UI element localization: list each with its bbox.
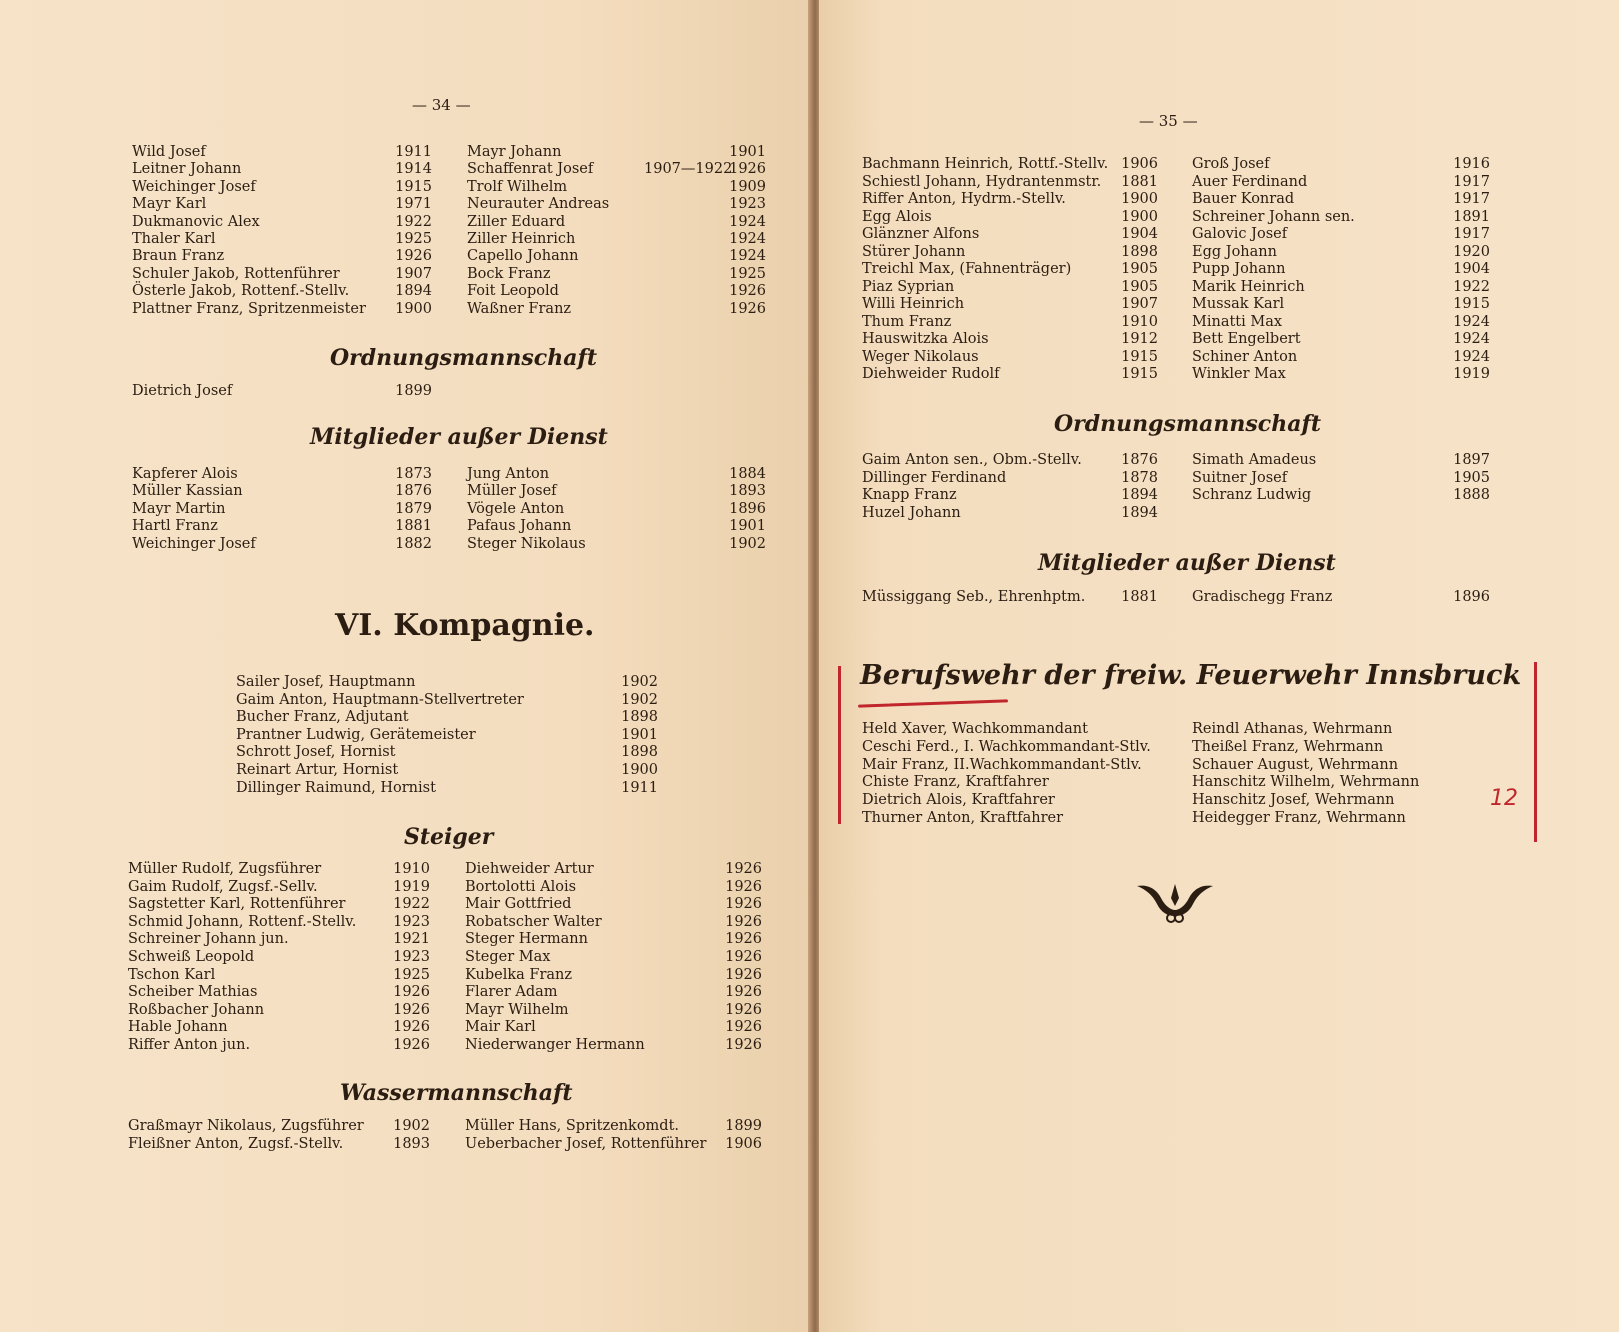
handwritten-number: 12 [1490, 786, 1518, 811]
entry-right-top-col2-year: 1922 [1453, 278, 1490, 295]
entry-right-ordnung-col1-name: Huzel Johann [862, 504, 961, 521]
entry-wasser-col2-year: 1906 [725, 1135, 762, 1152]
entry-steiger-col2-year: 1926 [725, 931, 762, 948]
entry-right-top-col1-year: 1898 [1121, 243, 1158, 260]
entry-right-top-col2-name: Schreiner Johann sen. [1192, 208, 1355, 225]
entry-right-ordnung-col1-name: Dillinger Ferdinand [862, 469, 1007, 486]
entry-steiger-col2-name: Flarer Adam [465, 984, 558, 1001]
entry-kompagnie-name: Reinart Artur, Hornist [236, 762, 399, 778]
entry-steiger-col1-name: Schmid Johann, Rottenf.-Stellv. [128, 913, 357, 930]
entry-beruf-col2-name: Reindl Athanas, Wehrmann [1192, 721, 1393, 737]
entry-steiger-col1-year: 1926 [393, 1019, 430, 1036]
entry-left-top-col1-year: 1926 [395, 248, 432, 265]
entry-right-top-col2-year: 1917 [1453, 226, 1490, 242]
entry-left-top-col2-year: 1926 [729, 161, 766, 178]
entry-right-ordnung-col2-year: 1897 [1453, 452, 1490, 468]
entry-right-top-col2-name: Marik Heinrich [1192, 278, 1305, 295]
entry-steiger-col2-name: Steger Max [465, 949, 551, 965]
entry-left-top-col2-range: 1907—1922 [644, 161, 733, 178]
entry-kompagnie-name: Bucher Franz, Adjutant [236, 709, 409, 726]
entry-right-top-col2-year: 1920 [1453, 243, 1490, 260]
entry-steiger-col2-name: Kubelka Franz [465, 966, 573, 983]
entry-wasser-col2-name: Müller Hans, Spritzenkomdt. [465, 1118, 680, 1134]
heading-ordnungsmannschaft-right: Ordnungsmannschaft [1054, 411, 1322, 437]
entry-right-ordnung-col2-year: 1905 [1453, 469, 1490, 486]
entry-kompagnie-year: 1900 [621, 762, 658, 778]
entry-left-top-col2-name: Schaffenrat Josef [467, 161, 594, 178]
entry-right-top-col2-name: Pupp Johann [1192, 261, 1286, 277]
entry-right-top-col2-year: 1917 [1453, 191, 1490, 207]
entry-steiger-col1-year: 1923 [393, 913, 430, 930]
entry-right-top-col1-name: Thum Franz [862, 313, 952, 330]
entry-right-top-col2-year: 1924 [1453, 348, 1490, 365]
entry-right-top-col2-name: Mussak Karl [1192, 296, 1285, 312]
entry-steiger-col1-year: 1919 [393, 878, 430, 895]
heading-wassermannschaft: Wassermannschaft [340, 1080, 573, 1106]
entry-right-ordnung-col1-name: Gaim Anton sen., Obm.-Stellv. [862, 452, 1082, 468]
entry-steiger-col2-name: Bortolotti Alois [465, 878, 577, 895]
entry-right-ordnung-col1-name: Knapp Franz [862, 487, 957, 503]
entry-right-ordnung-col1-year: 1878 [1121, 469, 1158, 486]
ornament-icon [1135, 880, 1215, 924]
entry-kompagnie-year: 1902 [621, 674, 658, 690]
entry-wasser-col2-year: 1899 [725, 1118, 762, 1134]
entry-steiger-col1-name: Gaim Rudolf, Zugsf.-Sellv. [128, 878, 318, 895]
entry-right-top-col1-year: 1906 [1121, 156, 1158, 172]
entry-kompagnie-name: Schrott Josef, Hornist [236, 744, 396, 761]
entry-left-top-col2-name: Bock Franz [467, 265, 551, 282]
entry-right-ordnung-col2-year: 1888 [1453, 487, 1490, 503]
entry-left-top-col2-name: Mayr Johann [467, 144, 562, 160]
entry-right-top-col1-year: 1900 [1121, 191, 1158, 207]
entry-left-top-col2-year: 1901 [729, 144, 766, 160]
entry-left-ausser-col1-year: 1881 [395, 518, 432, 535]
entry-steiger-col2-year: 1926 [725, 1037, 762, 1053]
entry-left-ausser-col1-name: Hartl Franz [132, 518, 218, 535]
entry-left-ausser-col1-year: 1879 [395, 500, 432, 517]
entry-right-top-col1-year: 1881 [1121, 173, 1158, 190]
entry-left-top-col1-year: 1911 [395, 144, 432, 160]
entry-wasser-col1-name: Fleißner Anton, Zugsf.-Stellv. [128, 1135, 344, 1152]
entry-kompagnie-year: 1902 [621, 691, 658, 708]
entry-left-top-col1-name: Weichinger Josef [132, 178, 256, 195]
entry-steiger-col2-name: Mair Karl [465, 1019, 536, 1036]
entry-kompagnie-name: Gaim Anton, Hauptmann-Stellvertreter [236, 691, 524, 708]
entry-left-top-col1-name: Dukmanovic Alex [132, 213, 260, 230]
entry-left-top-col2-year: 1926 [729, 283, 766, 300]
entry-right-top-col1-year: 1907 [1121, 296, 1158, 312]
entry-steiger-col1-name: Müller Rudolf, Zugsführer [128, 861, 322, 877]
entry-wasser-col2-name: Ueberbacher Josef, Rottenführer [465, 1135, 707, 1152]
entry-left-top-col1-year: 1894 [395, 283, 432, 300]
entry-left-ausser-col2-year: 1902 [729, 535, 766, 552]
entry-right-top-col2-year: 1916 [1453, 156, 1490, 172]
entry-left-ausser-col1-year: 1873 [395, 466, 432, 482]
entry-left-top-col2-name: Capello Johann [467, 248, 579, 265]
entry-steiger-col1-year: 1910 [393, 861, 430, 877]
entry-right-ausser-col1-year: 1881 [1121, 589, 1158, 605]
entry-left-top-col2-year: 1909 [729, 178, 766, 195]
entry-right-top-col1-name: Riffer Anton, Hydrm.-Stellv. [862, 191, 1066, 207]
entry-right-ordnung-col1-year: 1876 [1121, 452, 1158, 468]
entry-steiger-col2-name: Robatscher Walter [465, 913, 602, 930]
entry-left-top-col1-name: Plattner Franz, Spritzenmeister [132, 300, 366, 317]
entry-kompagnie-name: Sailer Josef, Hauptmann [236, 674, 416, 690]
entry-steiger-col2-year: 1926 [725, 878, 762, 895]
entry-right-ordnung-col1-year: 1894 [1121, 487, 1158, 503]
entry-steiger-col1-year: 1921 [393, 931, 430, 948]
entry-left-top-col1-year: 1914 [395, 161, 432, 178]
entry-left-top-col2-year: 1924 [729, 231, 766, 247]
entry-right-top-col2-name: Galovic Josef [1192, 226, 1288, 242]
entry-kompagnie-year: 1911 [621, 779, 658, 796]
entry-right-ausser-col1-name: Müssiggang Seb., Ehrenhptm. [862, 589, 1086, 605]
entry-steiger-col2-year: 1926 [725, 896, 762, 913]
entry-right-top-col1-year: 1910 [1121, 313, 1158, 330]
entry-left-top-col2-name: Ziller Eduard [467, 213, 566, 230]
entry-right-top-col1-year: 1905 [1121, 278, 1158, 295]
entry-left-ausser-col1-year: 1876 [395, 483, 432, 500]
entry-wasser-col1-year: 1893 [393, 1135, 430, 1152]
entry-right-top-col1-name: Willi Heinrich [862, 296, 965, 312]
entry-right-ausser-col2-year: 1896 [1453, 589, 1490, 605]
entry-right-top-col1-name: Weger Nikolaus [862, 348, 979, 365]
heading-berufswehr: Berufswehr der freiw. Feuerwehr Innsbruck [860, 660, 1522, 691]
entry-right-top-col2-name: Groß Josef [1192, 156, 1270, 172]
entry-steiger-col1-year: 1926 [393, 984, 430, 1001]
entry-steiger-col2-name: Diehweider Artur [465, 861, 594, 877]
entry-right-top-col2-year: 1924 [1453, 331, 1490, 347]
entry-steiger-col1-year: 1926 [393, 1037, 430, 1053]
entry-left-ausser-col1-name: Weichinger Josef [132, 535, 256, 552]
heading-steiger: Steiger [404, 824, 494, 850]
entry-wasser-col1-year: 1902 [393, 1118, 430, 1134]
entry-left-ausser-col2-name: Pafaus Johann [467, 518, 572, 535]
entry-right-top-col2-year: 1919 [1453, 366, 1490, 382]
entry-steiger-col1-name: Schreiner Johann jun. [128, 931, 289, 948]
entry-kompagnie-name: Dillinger Raimund, Hornist [236, 779, 436, 796]
entry-steiger-col1-year: 1923 [393, 949, 430, 965]
entry-right-ordnung-col2-name: Schranz Ludwig [1192, 487, 1312, 503]
entry-steiger-col1-year: 1925 [393, 966, 430, 983]
entry-left-top-col1-name: Österle Jakob, Rottenf.-Stellv. [132, 283, 350, 300]
entry-steiger-col2-year: 1926 [725, 861, 762, 877]
entry-steiger-col2-name: Niederwanger Hermann [465, 1037, 645, 1053]
entry-right-top-col2-name: Auer Ferdinand [1192, 173, 1308, 190]
entry-steiger-col1-name: Riffer Anton jun. [128, 1037, 251, 1053]
entry-steiger-col1-year: 1922 [393, 896, 430, 913]
entry-left-ausser-col2-year: 1884 [729, 466, 766, 482]
entry-steiger-col2-year: 1926 [725, 1001, 762, 1018]
entry-left-ordnung-year: 1899 [395, 383, 432, 399]
entry-left-ausser-col2-year: 1893 [729, 483, 766, 500]
entry-left-top-col2-name: Waßner Franz [467, 300, 572, 317]
entry-steiger-col1-name: Hable Johann [128, 1019, 228, 1036]
entry-left-ausser-col2-name: Steger Nikolaus [467, 535, 586, 552]
entry-steiger-col1-name: Roßbacher Johann [128, 1001, 265, 1018]
entry-left-ausser-col1-name: Kapferer Alois [132, 466, 238, 482]
entry-kompagnie-year: 1898 [621, 709, 658, 726]
entry-steiger-col2-year: 1926 [725, 913, 762, 930]
entry-right-top-col1-year: 1904 [1121, 226, 1158, 242]
entry-beruf-col2-name: Theißel Franz, Wehrmann [1192, 738, 1384, 755]
entry-right-ordnung-col2-name: Simath Amadeus [1192, 452, 1317, 468]
entry-steiger-col1-name: Tschon Karl [128, 966, 216, 983]
entry-beruf-col1-name: Ceschi Ferd., I. Wachkommandant-Stlv. [862, 738, 1151, 755]
entry-right-top-col2-year: 1891 [1453, 208, 1490, 225]
entry-steiger-col2-year: 1926 [725, 984, 762, 1001]
entry-left-top-col1-year: 1907 [395, 265, 432, 282]
entry-right-top-col1-name: Diehweider Rudolf [862, 366, 1000, 382]
red-pencil-right-bracket [1534, 662, 1537, 842]
entry-steiger-col1-name: Sagstetter Karl, Rottenführer [128, 896, 346, 913]
red-pencil-left-bracket [838, 666, 841, 824]
entry-left-ausser-col2-year: 1896 [729, 500, 766, 517]
entry-right-top-col1-name: Glänzner Alfons [862, 226, 980, 242]
entry-steiger-col2-name: Mayr Wilhelm [465, 1001, 569, 1018]
entry-left-top-col1-name: Wild Josef [132, 144, 206, 160]
entry-left-top-col1-year: 1971 [395, 196, 432, 213]
entry-beruf-col1-name: Mair Franz, II.Wachkommandant-Stlv. [862, 756, 1142, 773]
entry-left-ordnung-name: Dietrich Josef [132, 383, 233, 399]
entry-right-top-col2-year: 1924 [1453, 313, 1490, 330]
entry-right-top-col2-name: Egg Johann [1192, 243, 1277, 260]
entry-left-ausser-col2-name: Müller Josef [467, 483, 557, 500]
entry-steiger-col1-name: Schweiß Leopold [128, 949, 255, 965]
entry-beruf-col1-name: Held Xaver, Wachkommandant [862, 721, 1088, 737]
entry-right-top-col1-name: Bachmann Heinrich, Rottf.-Stellv. [862, 156, 1109, 172]
entry-right-ordnung-col1-year: 1894 [1121, 504, 1158, 521]
entry-steiger-col2-year: 1926 [725, 1019, 762, 1036]
entry-left-top-col2-year: 1925 [729, 265, 766, 282]
entry-steiger-col1-name: Scheiber Mathias [128, 984, 258, 1001]
entry-right-top-col2-name: Winkler Max [1192, 366, 1286, 382]
entry-left-top-col2-name: Trolf Wilhelm [467, 178, 568, 195]
entry-right-top-col1-name: Hauswitzka Alois [862, 331, 989, 347]
entry-left-top-col2-year: 1924 [729, 213, 766, 230]
entry-beruf-col2-name: Hanschitz Josef, Wehrmann [1192, 792, 1395, 809]
entry-steiger-col1-year: 1926 [393, 1001, 430, 1018]
entry-kompagnie-year: 1898 [621, 744, 658, 761]
entry-left-top-col2-name: Foit Leopold [467, 283, 559, 300]
entry-left-top-col1-year: 1922 [395, 213, 432, 230]
entry-beruf-col2-name: Hanschitz Wilhelm, Wehrmann [1192, 774, 1420, 791]
entry-beruf-col2-name: Heidegger Franz, Wehrmann [1192, 810, 1406, 826]
entry-right-top-col1-name: Stürer Johann [862, 243, 966, 260]
entry-right-ausser-col2-name: Gradischegg Franz [1192, 589, 1333, 605]
entry-right-top-col1-name: Piaz Syprian [862, 278, 955, 295]
entry-left-top-col1-year: 1915 [395, 178, 432, 195]
entry-beruf-col1-name: Thurner Anton, Kraftfahrer [862, 810, 1064, 826]
entry-right-top-col2-name: Bett Engelbert [1192, 331, 1301, 347]
entry-left-top-col1-year: 1925 [395, 231, 432, 247]
entry-right-top-col2-name: Schiner Anton [1192, 348, 1298, 365]
entry-steiger-col2-year: 1926 [725, 949, 762, 965]
entry-left-top-col2-year: 1924 [729, 248, 766, 265]
entry-left-top-col2-name: Neurauter Andreas [467, 196, 610, 213]
entry-kompagnie-year: 1901 [621, 726, 658, 743]
entry-left-top-col1-name: Leitner Johann [132, 161, 242, 178]
entry-right-top-col1-year: 1912 [1121, 331, 1158, 347]
page-number-right: — 35 — [1139, 112, 1198, 130]
entry-steiger-col2-name: Steger Hermann [465, 931, 588, 948]
entry-left-ausser-col1-name: Mayr Martin [132, 500, 226, 517]
entry-right-top-col1-year: 1915 [1121, 348, 1158, 365]
entry-right-top-col1-year: 1900 [1121, 208, 1158, 225]
entry-wasser-col1-name: Graßmayr Nikolaus, Zugsführer [128, 1118, 364, 1134]
entry-left-ausser-col1-year: 1882 [395, 535, 432, 552]
entry-right-top-col2-name: Minatti Max [1192, 313, 1283, 330]
entry-left-top-col1-year: 1900 [395, 300, 432, 317]
entry-right-top-col2-year: 1917 [1453, 173, 1490, 190]
entry-right-top-col1-year: 1915 [1121, 366, 1158, 382]
entry-beruf-col1-name: Dietrich Alois, Kraftfahrer [862, 792, 1055, 809]
entry-right-top-col1-year: 1905 [1121, 261, 1158, 277]
entry-left-top-col1-name: Thaler Karl [132, 231, 216, 247]
entry-left-top-col1-name: Schuler Jakob, Rottenführer [132, 265, 340, 282]
entry-left-top-col2-year: 1926 [729, 300, 766, 317]
entry-right-top-col1-name: Treichl Max, (Fahnenträger) [862, 261, 1072, 277]
entry-right-top-col2-year: 1904 [1453, 261, 1490, 277]
heading-ausser-dienst-left: Mitglieder außer Dienst [310, 424, 608, 450]
entry-left-ausser-col2-year: 1901 [729, 518, 766, 535]
entry-beruf-col1-name: Chiste Franz, Kraftfahrer [862, 774, 1049, 791]
heading-ausser-dienst-right: Mitglieder außer Dienst [1038, 550, 1336, 576]
entry-right-top-col2-year: 1915 [1453, 296, 1490, 312]
entry-kompagnie-name: Prantner Ludwig, Gerätemeister [236, 726, 476, 743]
entry-left-top-col2-year: 1923 [729, 196, 766, 213]
entry-right-top-col2-name: Bauer Konrad [1192, 191, 1295, 207]
entry-left-ausser-col2-name: Jung Anton [467, 466, 550, 482]
page-number-left: — 34 — [412, 96, 471, 114]
entry-left-top-col1-name: Braun Franz [132, 248, 225, 265]
entry-left-top-col2-name: Ziller Heinrich [467, 231, 576, 247]
entry-left-ausser-col2-name: Vögele Anton [467, 500, 565, 517]
entry-beruf-col2-name: Schauer August, Wehrmann [1192, 756, 1399, 773]
entry-right-ordnung-col2-name: Suitner Josef [1192, 469, 1288, 486]
entry-steiger-col2-name: Mair Gottfried [465, 896, 572, 913]
entry-right-top-col1-name: Egg Alois [862, 208, 932, 225]
entry-steiger-col2-year: 1926 [725, 966, 762, 983]
entry-left-ausser-col1-name: Müller Kassian [132, 483, 243, 500]
entry-right-top-col1-name: Schiestl Johann, Hydrantenmstr. [862, 173, 1102, 190]
heading-ordnungsmannschaft-left: Ordnungsmannschaft [330, 345, 598, 371]
heading-kompagnie: VI. Kompagnie. [335, 608, 595, 643]
entry-left-top-col1-name: Mayr Karl [132, 196, 207, 213]
